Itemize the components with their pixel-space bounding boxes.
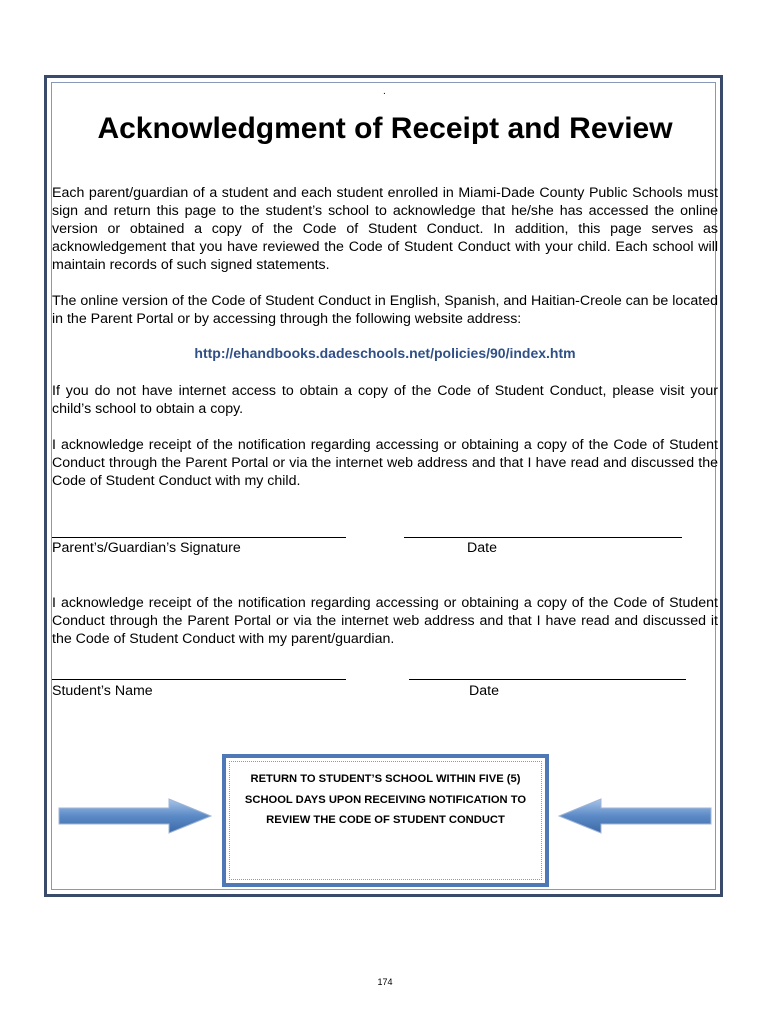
handbook-url-link[interactable]: http://ehandbooks.dadeschools.net/policies/90/index.htm bbox=[194, 345, 576, 361]
parent-signature-label: Parent’s/Guardian’s Signature bbox=[52, 540, 241, 556]
student-date-label: Date bbox=[469, 683, 499, 699]
parent-acknowledgment-paragraph: I acknowledge receipt of the notification regarding accessing or obtaining a copy of the Code of Student Conduct through the Parent Portal or via the internet web address and that I have read and discussed the Code of Student Conduct with my child. bbox=[52, 437, 718, 489]
student-name-line[interactable] bbox=[52, 679, 346, 680]
online-version-paragraph: The online version of the Code of Student Conduct in English, Spanish, and Haitian-Creole can be located in the Parent Portal or by accessing through the following website address: bbox=[52, 293, 718, 327]
parent-signature-line[interactable] bbox=[52, 537, 346, 538]
return-notice-box bbox=[222, 754, 549, 887]
arrow-right-icon bbox=[57, 796, 215, 836]
intro-paragraph: Each parent/guardian of a student and each student enrolled in Miami-Dade County Public Schools must sign and return this page to the student’s school to acknowledge that he/she has accessed the online version or obtained a copy of the Code of Student Conduct. In addition, this page serves as acknowledgement that you have reviewed the Code of Student Conduct with your child. Each school will maintain records of such signed statements. bbox=[52, 185, 718, 273]
page-title: Acknowledgment of Receipt and Review bbox=[97, 112, 673, 145]
student-date-line[interactable] bbox=[409, 679, 686, 680]
parent-date-line[interactable] bbox=[404, 537, 682, 538]
return-notice-line-1: RETURN TO STUDENT’S SCHOOL WITHIN FIVE (5) bbox=[250, 773, 521, 785]
student-name-label: Student’s Name bbox=[52, 683, 153, 699]
student-acknowledgment-paragraph: I acknowledge receipt of the notification regarding accessing or obtaining a copy of the Code of Student Conduct through the Parent Portal or via the internet web address and that I have read and discussed it the Code of Student Conduct with my parent/guardian. bbox=[52, 595, 718, 647]
parent-date-label: Date bbox=[467, 540, 497, 556]
return-notice-line-2: SCHOOL DAYS UPON RECEIVING NOTIFICATION TO bbox=[244, 793, 527, 806]
no-internet-paragraph: If you do not have internet access to obtain a copy of the Code of Student Conduct, please visit your child’s school to obtain a copy. bbox=[52, 383, 718, 417]
arrow-left-icon bbox=[555, 796, 713, 836]
return-notice-text bbox=[226, 769, 545, 831]
page-number: 174 bbox=[377, 977, 393, 987]
header-dot: . bbox=[383, 86, 386, 97]
return-notice-line-3: REVIEW THE CODE OF STUDENT CONDUCT bbox=[266, 814, 505, 826]
